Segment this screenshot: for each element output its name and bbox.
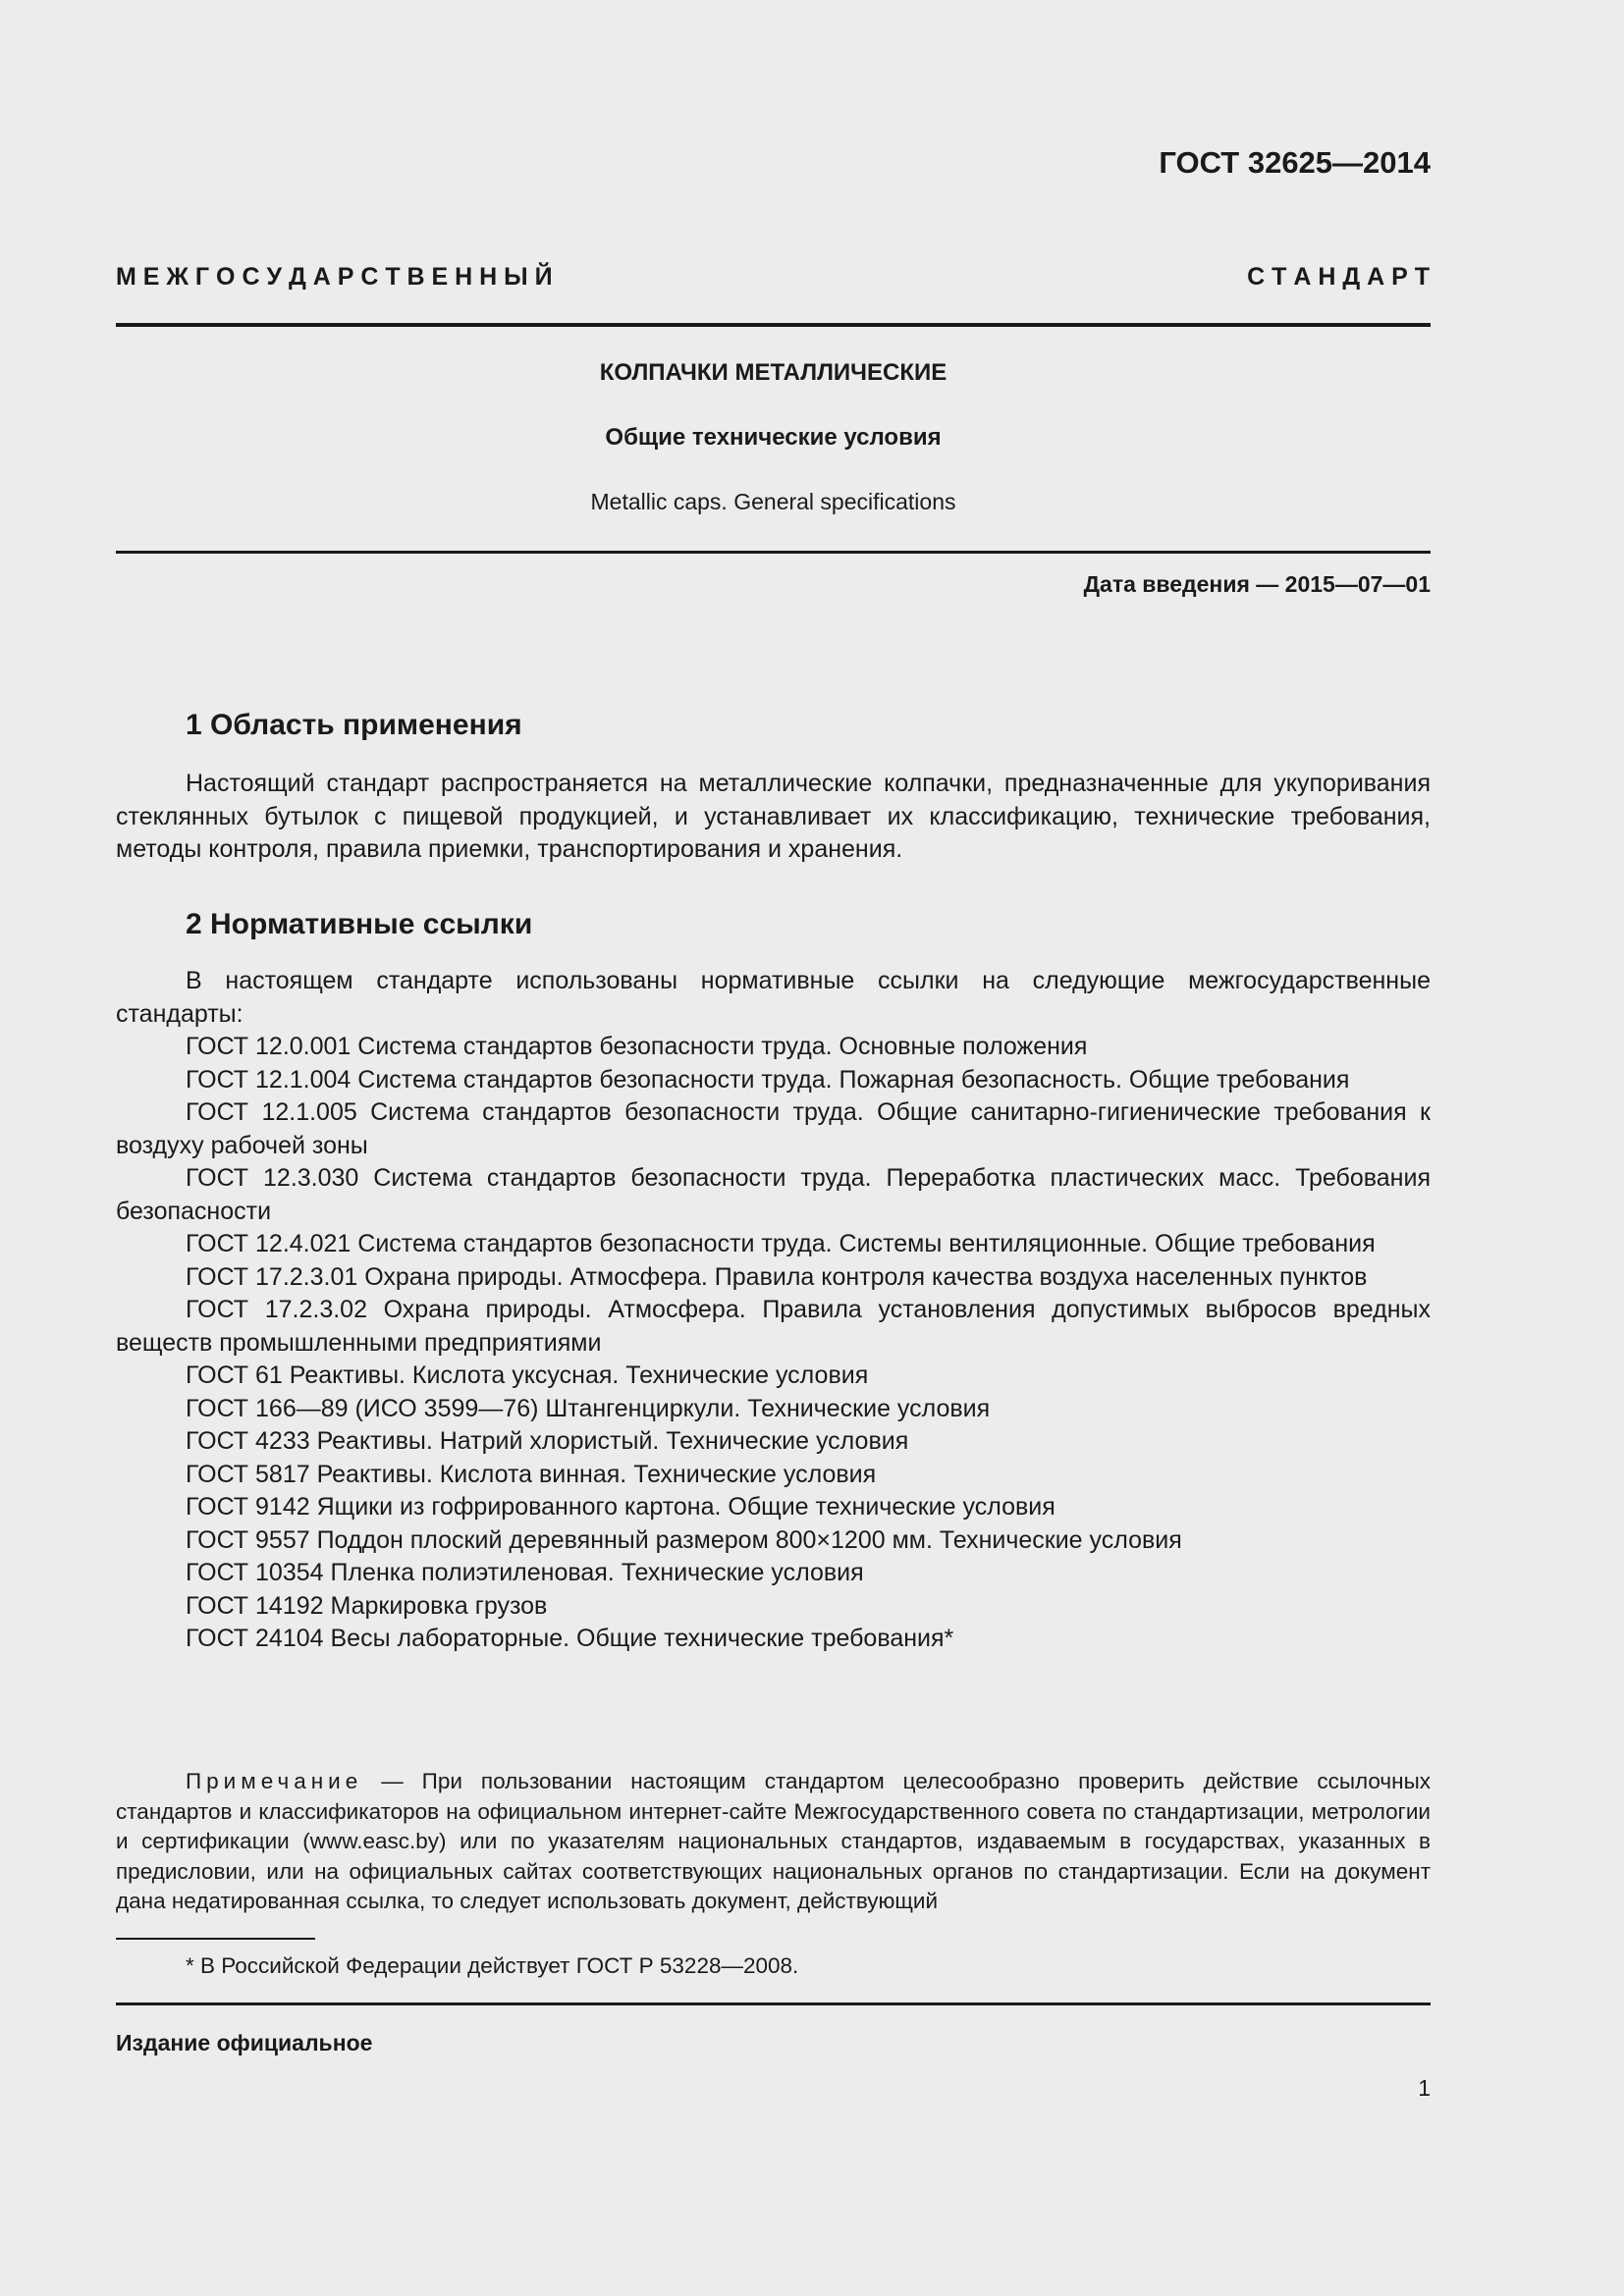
standard-banner (116, 263, 1430, 292)
note-block (116, 1767, 1431, 1917)
reference-item: ГОСТ 12.3.030 Система стандартов безопасности труда. Переработка пластических масс. Требования безопасности (116, 1164, 1431, 1225)
edition-label: Издание официальное (116, 2030, 373, 2056)
reference-item: ГОСТ 4233 Реактивы. Натрий хлористый. Технические условия (186, 1427, 909, 1455)
banner-right: С Т А Н Д А Р Т (1247, 263, 1430, 291)
introduction-date: Дата введения — 2015—07—01 (1083, 571, 1431, 597)
header-rule (116, 323, 1431, 327)
reference-item: ГОСТ 12.4.021 Система стандартов безопасности труда. Системы вентиляционные. Общие требования (186, 1230, 1376, 1257)
document-title: КОЛПАЧКИ МЕТАЛЛИЧЕСКИЕ (599, 359, 947, 386)
reference-item: ГОСТ 166—89 (ИСО 3599—76) Штангенциркули. Технические условия (186, 1394, 991, 1422)
note-label: Примечание (186, 1769, 363, 1793)
reference-item: ГОСТ 12.1.005 Система стандартов безопасности труда. Общие санитарно-гигиенические требования к воздуху рабочей зоны (116, 1098, 1431, 1159)
reference-item: ГОСТ 10354 Пленка полиэтиленовая. Технические условия (186, 1559, 864, 1586)
footnote: * В Российской Федерации действует ГОСТ Р 53228—2008. (186, 1953, 799, 1978)
reference-list (116, 1031, 1431, 1656)
reference-item: ГОСТ 14192 Маркировка грузов (186, 1591, 548, 1620)
banner-left: М Е Ж Г О С У Д А Р С Т В Е Н Н Ы Й (116, 263, 553, 291)
reference-item: ГОСТ 9142 Ящики из гофрированного картона. Общие технические условия (186, 1493, 1056, 1521)
reference-item: ГОСТ 61 Реактивы. Кислота уксусная. Технические условия (186, 1362, 869, 1389)
reference-item: ГОСТ 9557 Поддон плоский деревянный размером 800×1200 мм. Технические условия (186, 1525, 1182, 1554)
reference-item: ГОСТ 17.2.3.02 Охрана природы. Атмосфера. Правила установления допустимых выбросов вредных веществ промышленными предприятиями (116, 1296, 1431, 1357)
section-2-heading: 2 Нормативные ссылки (186, 908, 533, 940)
reference-item: ГОСТ 12.1.004 Система стандартов безопасности труда. Пожарная безопасность. Общие требования (186, 1065, 1350, 1094)
footer-rule (116, 2002, 1431, 2005)
section-1-text: Настоящий стандарт распространяется на металлические колпачки, предназначенные для укупоривания стеклянных бутылок с пищевой продукцией, и устанавливает их классификацию, технические требования, методы контроля, правила приемки, транспортирования и хранения. (116, 770, 1431, 863)
section-1-heading: 1 Область применения (186, 709, 522, 741)
title-rule (116, 551, 1431, 554)
reference-item: ГОСТ 24104 Весы лабораторные. Общие технические требования* (186, 1625, 954, 1652)
english-title: Metallic caps. General specifications (590, 489, 956, 514)
reference-item: ГОСТ 12.0.001 Система стандартов безопасности труда. Основные положения (186, 1033, 1088, 1060)
page-number: 1 (1418, 2075, 1431, 2101)
reference-item: ГОСТ 5817 Реактивы. Кислота винная. Технические условия (186, 1460, 877, 1488)
section-2-intro: В настоящем стандарте использованы нормативные ссылки на следующие межгосударственные стандарты: (116, 967, 1431, 1028)
footnote-rule (116, 1938, 315, 1940)
document-number: ГОСТ 32625—2014 (1159, 145, 1431, 180)
document-subtitle: Общие технические условия (605, 424, 942, 451)
note-text: — При пользовании настоящим стандартом целесообразно проверить действие ссылочных стандартов и классификаторов на официальном интернет-сайте Межгосударственного совета по стандартизации, метрологии и сертификации (www.easc.by) или по указателям национальных стандартов, издаваемым в государствах, указанных в предисловии, или на официальных сайтах соответствующих национальных органов по стандартизации. Если на документ дана недатированная ссылка, то следует использовать документ, действующий (116, 1769, 1431, 1913)
reference-item: ГОСТ 17.2.3.01 Охрана природы. Атмосфера. Правила контроля качества воздуха населенных пунктов (186, 1262, 1368, 1291)
